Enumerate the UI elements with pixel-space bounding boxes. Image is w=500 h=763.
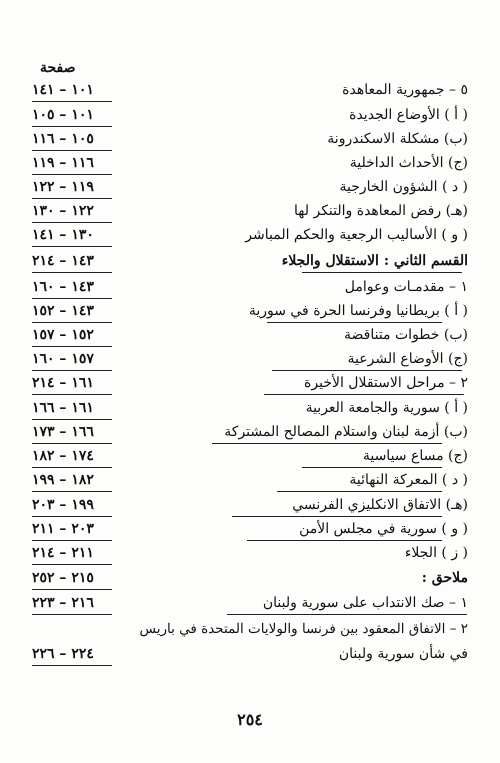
toc-title: (ج) الأحداث الداخلية xyxy=(349,155,468,171)
toc-row xyxy=(32,224,468,246)
toc-title: ١ – مقدمـات وعوامل xyxy=(344,279,468,295)
toc-title: ( د ) المعركة النهائية xyxy=(349,472,468,488)
toc-title: ( و ) سورية في مجلس الأمن xyxy=(299,521,468,537)
toc-row xyxy=(32,348,468,370)
rule xyxy=(32,614,112,615)
toc-title: (ب) مشكلة الاسكندرونة xyxy=(327,131,468,147)
toc-pages: ١٠١ – ١٤١ xyxy=(32,82,94,98)
rule xyxy=(32,443,112,444)
toc-title: ٢ – الاتفاق المعقود بين فرنسا والولايات المتحدة في باريس xyxy=(139,621,468,637)
toc-title: (هـ) رفض المعاهدة والتنكر لها xyxy=(294,203,468,219)
toc-row xyxy=(32,128,468,150)
toc-pages: ٢٠٣ – ٢١١ xyxy=(32,521,94,537)
rule xyxy=(32,222,112,223)
rule xyxy=(32,150,112,151)
toc-row xyxy=(32,397,468,419)
rule xyxy=(272,370,462,371)
toc-pages: ١٦١ – ٢١٤ xyxy=(32,375,94,391)
rule xyxy=(277,491,442,492)
toc-row xyxy=(32,421,468,443)
toc-row xyxy=(32,104,468,126)
toc-pages: ١٠١ – ١٠٥ xyxy=(32,107,94,123)
toc-pages: ١٠٥ – ١١٦ xyxy=(32,131,94,147)
rule xyxy=(32,665,112,666)
rule xyxy=(212,443,442,444)
toc-row xyxy=(32,618,468,640)
toc-row xyxy=(32,518,468,540)
toc-pages: ١٤٣ – ١٥٢ xyxy=(32,303,94,319)
toc-row xyxy=(32,592,468,614)
toc-title: (هـ) الاتفاق الانكليزي الفرنسي xyxy=(292,497,468,513)
rule xyxy=(247,540,442,541)
rule xyxy=(32,272,112,273)
toc-row xyxy=(32,494,468,516)
page-column-label: صفحة xyxy=(40,60,76,76)
page-number: ٢٥٤ xyxy=(237,710,263,729)
toc-title: (ب) خطوات متناقضة xyxy=(344,327,468,343)
rule xyxy=(32,467,112,468)
toc-pages: ١٦١ – ١٦٦ xyxy=(32,400,94,416)
toc-pages: ١٣٠ – ١٤١ xyxy=(32,227,94,243)
toc-pages: ١١٦ – ١١٩ xyxy=(32,155,94,171)
toc-row xyxy=(32,152,468,174)
toc-title: ١ – صك الانتداب على سورية ولبنان xyxy=(262,595,468,611)
toc-title: ٢ – مراحل الاستقلال الأخيرة xyxy=(304,375,468,391)
toc-row xyxy=(32,79,468,101)
toc-row xyxy=(32,469,468,491)
toc-title: القسم الثاني : الاستقلال والجلاء xyxy=(281,253,468,269)
toc-title: (ب) أزمة لبنان واستلام المصالح المشتركة xyxy=(224,424,468,440)
toc-row xyxy=(32,300,468,322)
toc-title: ملاحق : xyxy=(421,570,468,586)
toc-title: ( و ) الأساليب الرجعية والحكم المباشر xyxy=(245,227,468,243)
toc-title: (ج) مساع سياسية xyxy=(362,448,468,464)
toc-pages: ١٧٤ – ١٨٢ xyxy=(32,448,94,464)
rule xyxy=(32,564,112,565)
rule xyxy=(302,467,442,468)
rule xyxy=(232,516,442,517)
toc-pages: ١٥٧ – ١٦٠ xyxy=(32,351,94,367)
toc-title: (ج) الأوضاع الشرعية xyxy=(347,351,468,367)
toc-pages: ١٨٢ – ١٩٩ xyxy=(32,472,94,488)
rule xyxy=(32,101,112,102)
rule xyxy=(32,322,112,323)
toc-row xyxy=(32,372,468,394)
toc-section-row xyxy=(32,567,468,589)
toc-title: ( د ) الشؤون الخارجية xyxy=(339,179,468,195)
toc-title: ( ز ) الجلاء xyxy=(404,545,468,561)
rule xyxy=(32,298,112,299)
toc-title: في شأن سورية ولبنان xyxy=(338,646,468,662)
toc-title: ٥ – جمهورية المعاهدة xyxy=(342,82,468,98)
rule xyxy=(32,419,112,420)
toc-pages: ١٥٢ – ١٥٧ xyxy=(32,327,94,343)
rule xyxy=(32,589,112,590)
rule xyxy=(264,394,464,395)
toc-pages: ٢١٥ – ٢٥٢ xyxy=(32,570,94,586)
toc-pages: ١٤٣ – ٢١٤ xyxy=(32,253,94,269)
toc-pages: ١٩٩ – ٢٠٣ xyxy=(32,497,94,513)
toc-row xyxy=(32,542,468,564)
toc-row xyxy=(32,445,468,467)
rule xyxy=(32,346,112,347)
rule xyxy=(302,272,462,273)
toc-row xyxy=(32,176,468,198)
toc-pages: ١٤٣ – ١٦٠ xyxy=(32,279,94,295)
toc-row xyxy=(32,643,468,665)
rule xyxy=(32,540,112,541)
rule xyxy=(32,174,112,175)
toc-title: ( أ ) الأوضاع الجديدة xyxy=(349,107,468,123)
toc-row xyxy=(32,324,468,346)
toc-pages: ٢١١ – ٢١٤ xyxy=(32,545,94,561)
toc-pages: ١٢٢ – ١٣٠ xyxy=(32,203,94,219)
toc-row xyxy=(32,200,468,222)
rule xyxy=(32,370,112,371)
toc-section-row xyxy=(32,250,468,272)
toc-pages: ٢٢٤ – ٢٢٦ xyxy=(32,646,94,662)
rule xyxy=(32,516,112,517)
rule xyxy=(267,322,442,323)
toc-pages: ١١٩ – ١٢٢ xyxy=(32,179,94,195)
toc-pages: ٢١٦ – ٢٢٣ xyxy=(32,595,94,611)
rule xyxy=(227,614,467,615)
toc-title: ( أ ) سورية والجامعة العربية xyxy=(305,400,468,416)
toc-row xyxy=(32,276,468,298)
toc-title: ( أ ) بريطانيا وفرنسا الحرة في سورية xyxy=(248,303,468,319)
rule xyxy=(32,394,112,395)
rule xyxy=(32,246,112,247)
rule xyxy=(32,491,112,492)
toc-pages: ١٦٦ – ١٧٣ xyxy=(32,424,94,440)
rule xyxy=(32,198,112,199)
rule xyxy=(32,126,112,127)
